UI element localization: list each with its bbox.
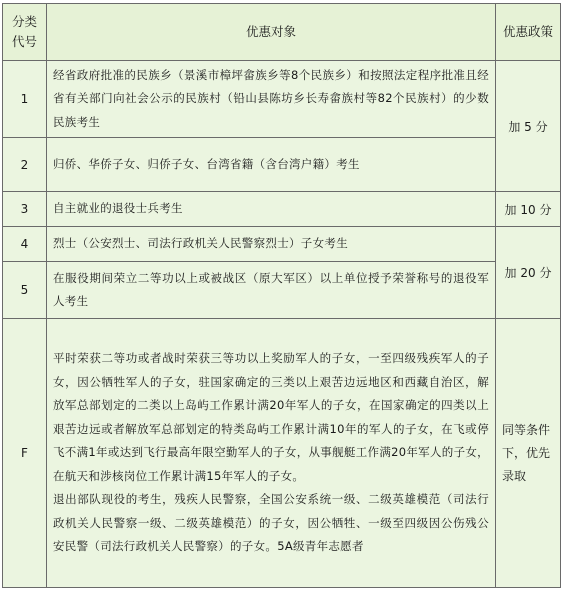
table-row bbox=[3, 262, 561, 319]
row-code: 5 bbox=[3, 262, 47, 319]
policy-priority: 同等条件下，优先录取 bbox=[496, 319, 561, 588]
table-row bbox=[3, 227, 561, 262]
row-object: 烈士（公安烈士、司法行政机关人民警察烈士）子女考生 bbox=[47, 227, 496, 262]
policy-plus-20: 加 20 分 bbox=[496, 227, 561, 319]
table-row bbox=[3, 138, 561, 192]
table-row bbox=[3, 192, 561, 227]
row-object bbox=[47, 319, 496, 588]
table-row bbox=[3, 319, 561, 588]
table-row bbox=[3, 61, 561, 138]
row-object-part2: 退出部队现役的考生，残疾人民警察，全国公安系统一级、二级英雄模范（司法行政机关人民警察一级、二级英雄模范）的子女，因公牺牲、一级至四级因公伤残公安民警（司法行政机关人民警察）的子女。5A级青年志愿者 bbox=[53, 492, 489, 554]
policy-plus-5: 加 5 分 bbox=[496, 61, 561, 192]
header-category-code bbox=[3, 4, 47, 61]
header-object: 优惠对象 bbox=[47, 4, 496, 61]
row-object: 自主就业的退役士兵考生 bbox=[47, 192, 496, 227]
policy-table bbox=[2, 3, 561, 588]
header-code-line1: 分类 bbox=[11, 14, 37, 29]
row-code: F bbox=[3, 319, 47, 588]
header-policy: 优惠政策 bbox=[496, 4, 561, 61]
row-object: 经省政府批准的民族乡（景溪市樟坪畲族乡等8个民族乡）和按照法定程序批准且经省有关部门向社会公示的民族村（铅山县陈坊乡长寿畲族村等82个民族村）的少数民族考生 bbox=[47, 61, 496, 138]
header-row bbox=[3, 4, 561, 61]
row-object-part1: 平时荣获二等功或者战时荣获三等功以上奖励军人的子女，一至四级残疾军人的子女，因公牺牲军人的子女，驻国家确定的三类以上艰苦边远地区和西藏自治区，解放军总部划定的二类以上岛屿工作累计满20年军人的子女，在国家确定的四类以上艰苦边远或者解放军总部划定的特类岛屿工作累计满10年的军人的子女，在飞或停飞不满1年或达到飞行最高年限空勤军人的子女，从事舰艇工作满20年军人的子女，在航天和涉核岗位工作累计满15年军人的子女。 bbox=[53, 351, 489, 483]
row-code: 2 bbox=[3, 138, 47, 192]
row-code: 1 bbox=[3, 61, 47, 138]
row-code: 4 bbox=[3, 227, 47, 262]
row-code: 3 bbox=[3, 192, 47, 227]
policy-plus-10: 加 10 分 bbox=[496, 192, 561, 227]
row-object: 在服役期间荣立二等功以上或被战区（原大军区）以上单位授予荣誉称号的退役军人考生 bbox=[47, 262, 496, 319]
header-code-line2: 代号 bbox=[11, 34, 37, 49]
row-object: 归侨、华侨子女、归侨子女、台湾省籍（含台湾户籍）考生 bbox=[47, 138, 496, 192]
